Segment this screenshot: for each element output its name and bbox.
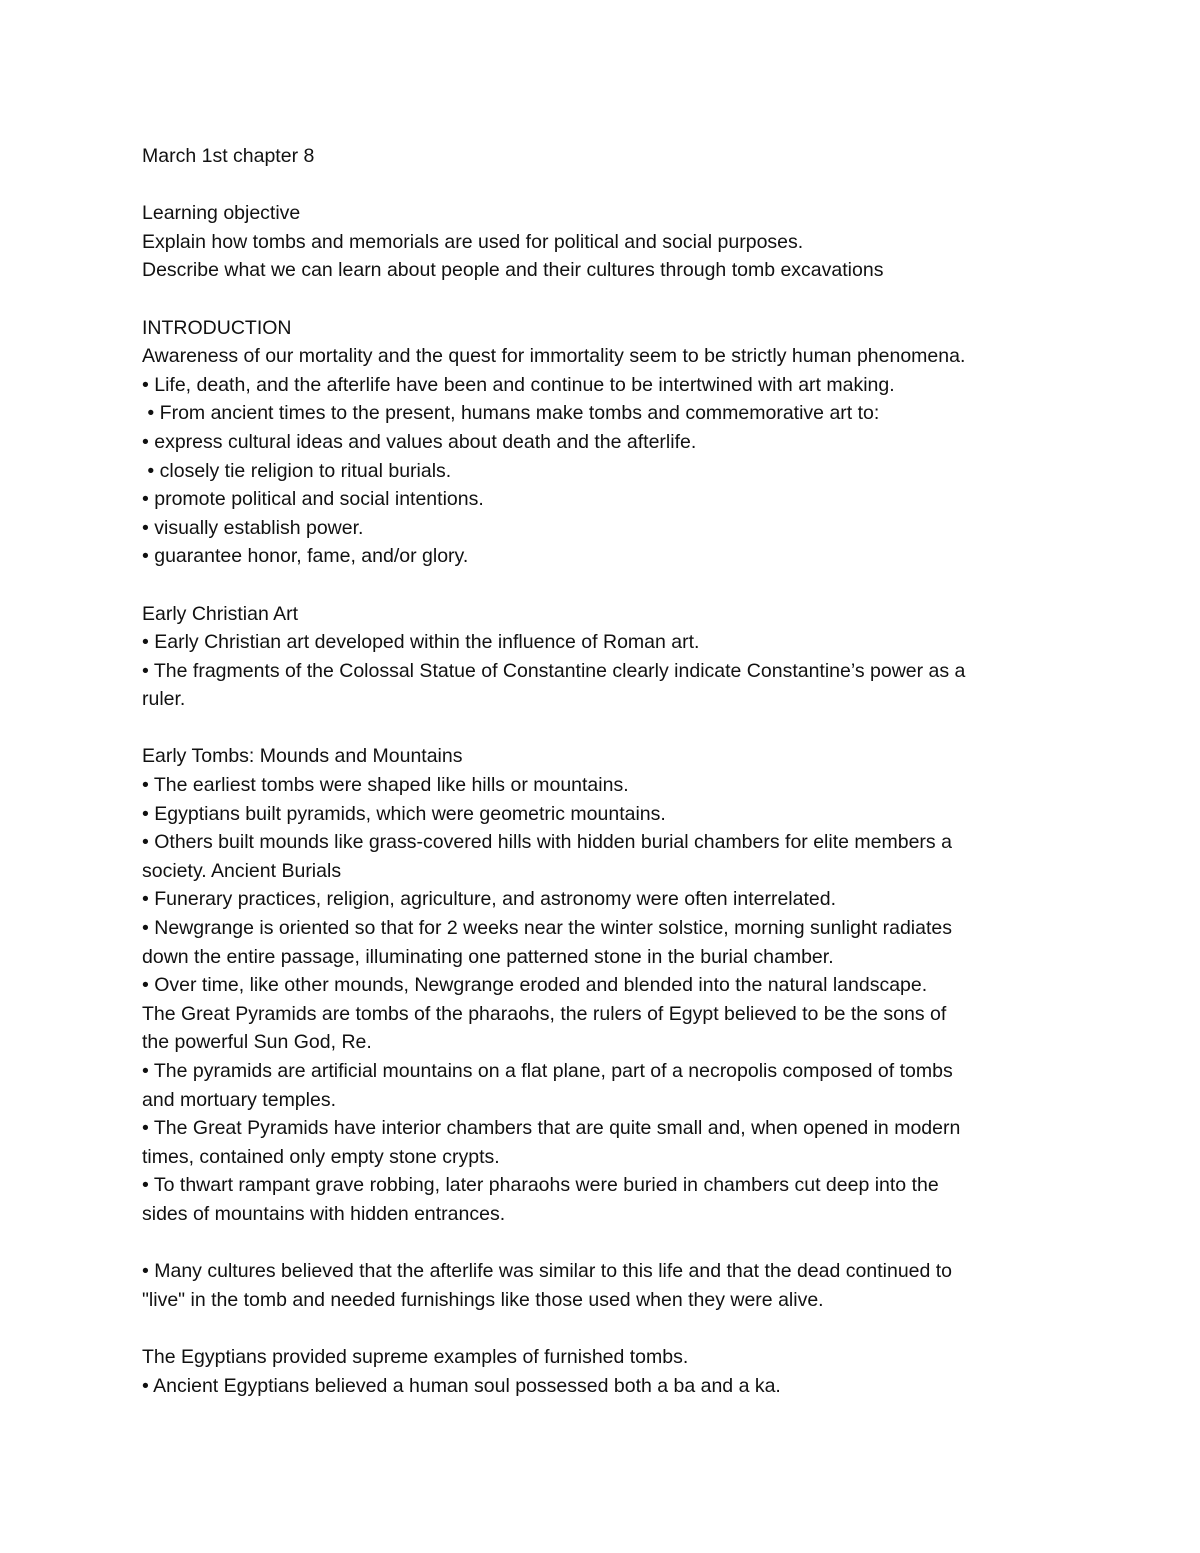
document-body xyxy=(142,142,1072,1400)
spacer xyxy=(142,714,1072,743)
early-christian-line: ruler. xyxy=(142,688,186,711)
early-tombs-line: society. Ancient Burials xyxy=(142,859,342,882)
early-tombs-line: The Great Pyramids are tombs of the pharaohs, the rulers of Egypt believed to be the sons of xyxy=(142,1002,947,1025)
early-tombs-line: • Over time, like other mounds, Newgrange eroded and blended into the natural landscape. xyxy=(142,974,928,997)
introduction-line: • Life, death, and the afterlife have been and continue to be intertwined with art making. xyxy=(142,373,895,396)
early-tombs-line: • The pyramids are artificial mountains on a flat plane, part of a necropolis composed of tombs xyxy=(142,1060,953,1082)
spacer xyxy=(142,1229,1072,1258)
introduction-line: • guarantee honor, fame, and/or glory. xyxy=(142,545,469,568)
objective-line: Describe what we can learn about people and their cultures through tomb excavations xyxy=(142,259,884,282)
egyptians-line: • Ancient Egyptians believed a human soul possessed both a ba and a ka. xyxy=(142,1374,781,1397)
early-christian-line: • Early Christian art developed within the influence of Roman art. xyxy=(142,631,700,654)
spacer xyxy=(142,285,1072,314)
introduction-line: • promote political and social intentions. xyxy=(142,488,484,511)
afterlife-line: "live" in the tomb and needed furnishings like those used when they were alive. xyxy=(142,1288,824,1311)
spacer xyxy=(142,1314,1072,1343)
early-tombs-line: • Others built mounds like grass-covered hills with hidden burial chambers for elite members a xyxy=(142,831,952,854)
early-christian-heading: Early Christian Art xyxy=(142,602,299,625)
early-tombs-heading: Early Tombs: Mounds and Mountains xyxy=(142,745,463,768)
early-tombs-line: down the entire passage, illuminating one patterned stone in the burial chamber. xyxy=(142,945,834,968)
introduction-line: • visually establish power. xyxy=(142,516,364,539)
early-tombs-line: • The Great Pyramids have interior chambers that are quite small and, when opened in modern xyxy=(142,1117,961,1140)
early-tombs-line: and mortuary temples. xyxy=(142,1088,337,1111)
egyptians-line: The Egyptians provided supreme examples of furnished tombs. xyxy=(142,1345,689,1368)
early-tombs-line: sides of mountains with hidden entrances. xyxy=(142,1202,506,1225)
early-tombs-line: times, contained only empty stone crypts. xyxy=(142,1145,500,1168)
introduction-line: • From ancient times to the present, humans make tombs and commemorative art to: xyxy=(142,402,880,425)
afterlife-line: • Many cultures believed that the afterlife was similar to this life and that the dead continued to xyxy=(142,1260,953,1283)
introduction-line: • express cultural ideas and values about death and the afterlife. xyxy=(142,430,697,453)
objective-line: Explain how tombs and memorials are used for political and social purposes. xyxy=(142,230,804,253)
introduction-line: • closely tie religion to ritual burials. xyxy=(142,459,452,482)
spacer xyxy=(142,171,1072,200)
introduction-heading: INTRODUCTION xyxy=(142,316,292,339)
early-tombs-line: the powerful Sun God, Re. xyxy=(142,1031,372,1054)
early-tombs-line: • To thwart rampant grave robbing, later pharaohs were buried in chambers cut deep into the xyxy=(142,1174,939,1197)
early-christian-line: • The fragments of the Colossal Statue of Constantine clearly indicate Constantine’s power as a xyxy=(142,659,966,682)
introduction-line: Awareness of our mortality and the quest for immortality seem to be strictly human phenomena. xyxy=(142,345,966,368)
early-tombs-line: • The earliest tombs were shaped like hills or mountains. xyxy=(142,774,629,797)
early-tombs-line: • Newgrange is oriented so that for 2 weeks near the winter solstice, morning sunlight radiates xyxy=(142,917,952,940)
spacer xyxy=(142,571,1072,600)
early-tombs-line: • Funerary practices, religion, agriculture, and astronomy were often interrelated. xyxy=(142,888,836,911)
document-title: March 1st chapter 8 xyxy=(142,145,315,167)
early-tombs-line: • Egyptians built pyramids, which were geometric mountains. xyxy=(142,802,666,825)
objectives-heading: Learning objective xyxy=(142,202,301,225)
